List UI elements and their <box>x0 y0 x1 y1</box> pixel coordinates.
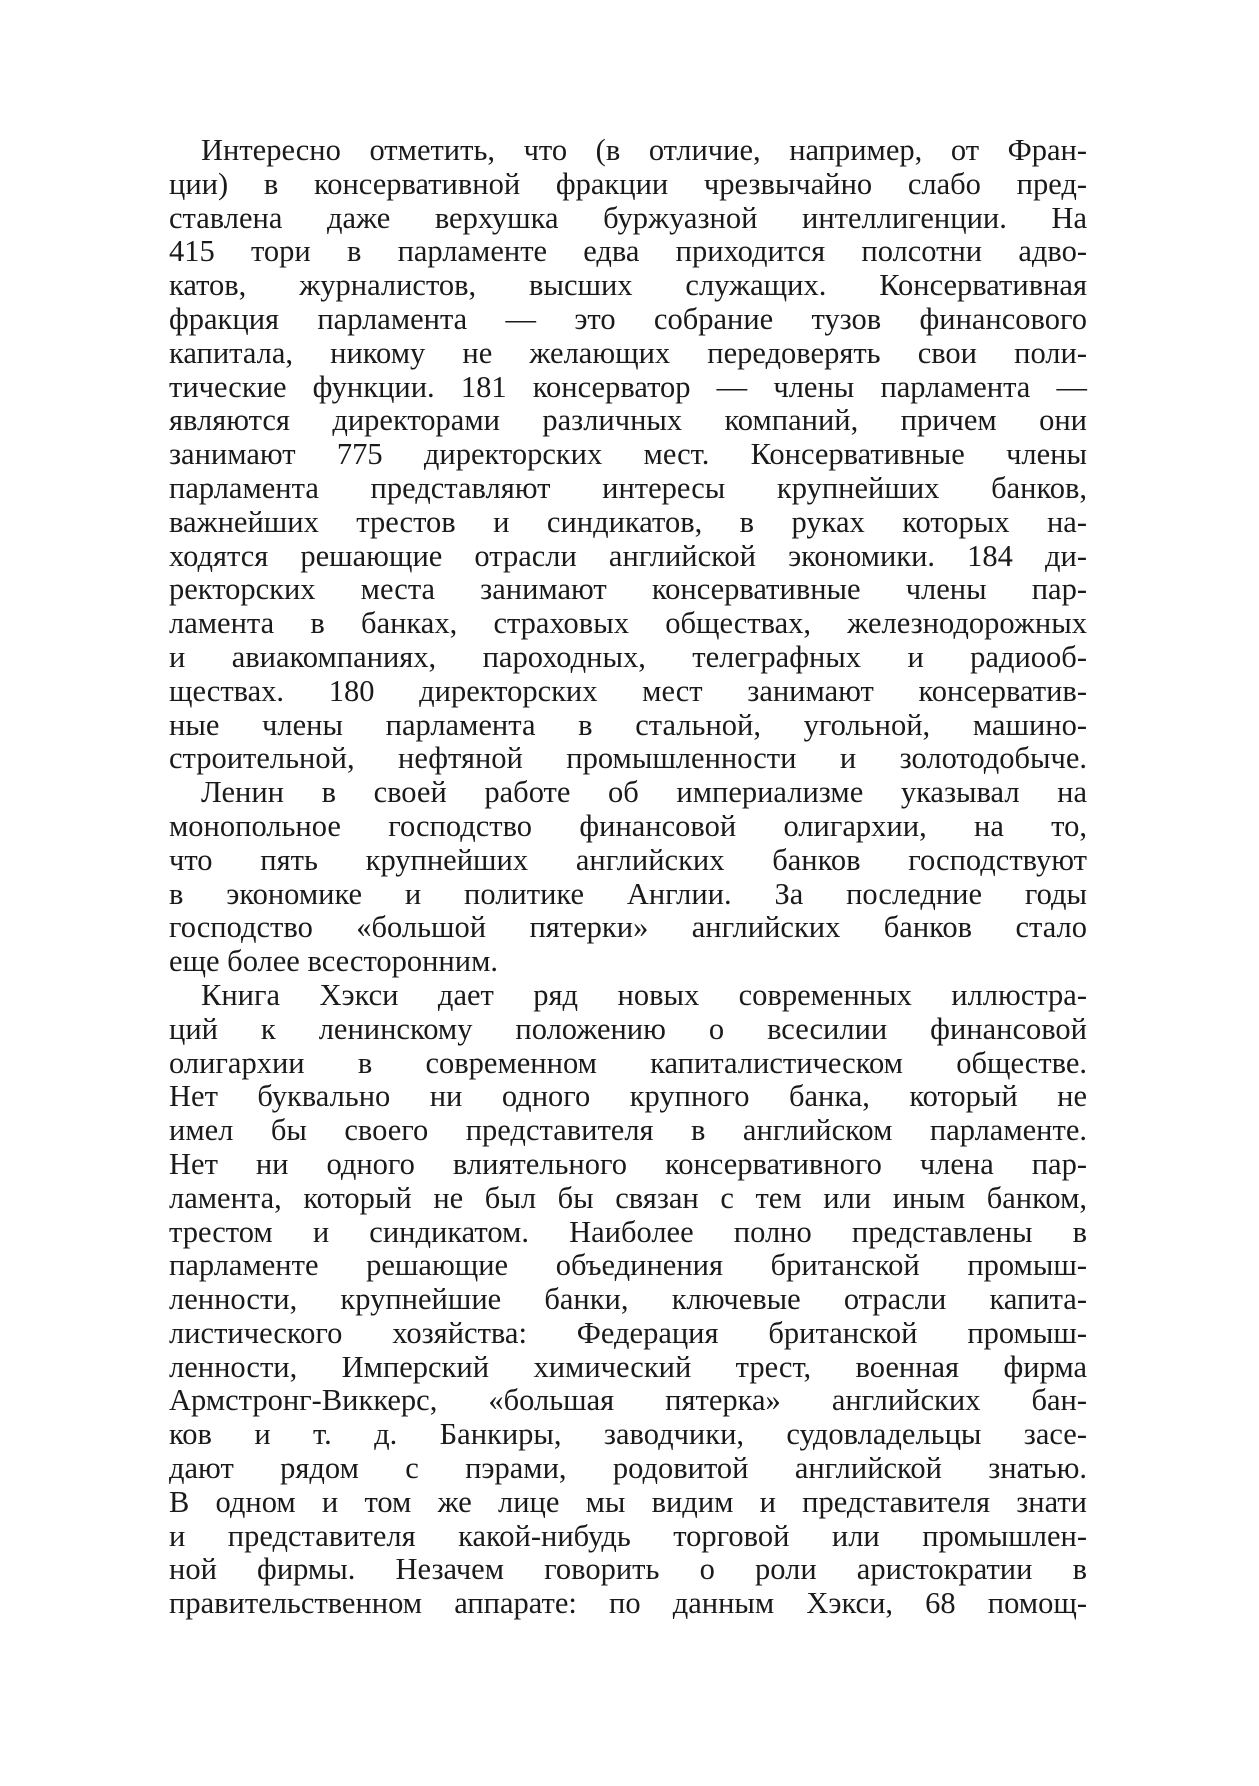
text-line: ставлена даже верхушка буржуазной интеллигенции. На <box>169 200 1087 235</box>
text-line: занимают 775 директорских мест. Консервативные члены <box>169 437 1087 472</box>
text-line: тические функции. 181 консерватор — члены парламента — <box>169 369 1087 404</box>
text-line: еще более всесторонним. <box>169 944 499 979</box>
text-line: ленности, крупнейшие банки, ключевые отрасли капита- <box>169 1282 1087 1317</box>
text-line: ленности, Имперский химический трест, военная фирма <box>169 1349 1087 1384</box>
text-line: ходятся решающие отрасли английской экономики. 184 ди- <box>169 538 1087 573</box>
text-line: ций к ленинскому положению о всесилии финансовой <box>169 1011 1087 1046</box>
text-line: и авиакомпаниях, пароходных, телеграфных и радиооб- <box>169 639 1087 674</box>
text-line: ламента в банках, страховых обществах, железнодорожных <box>169 606 1087 641</box>
body-text <box>169 134 1087 1621</box>
text-line: правительственном аппарате: по данным Хэкси, 68 помощ- <box>169 1586 1087 1621</box>
text-line: Книга Хэкси дает ряд новых современных иллюстра- <box>201 977 1087 1012</box>
text-line: что пять крупнейших английских банков господствуют <box>169 842 1087 877</box>
text-line: строительной, нефтяной промышленности и золотодобыче. <box>169 741 1087 776</box>
text-line: Армстронг-Виккерс, «большая пятерка» английских бан- <box>169 1383 1087 1418</box>
text-line: Нет буквально ни одного крупного банка, который не <box>169 1079 1087 1114</box>
text-line: катов, журналистов, высших служащих. Консервативная <box>169 268 1087 303</box>
text-line: важнейших трестов и синдикатов, в руках которых на- <box>169 504 1087 539</box>
text-line: Интересно отметить, что (в отличие, например, от Фран- <box>201 133 1087 167</box>
text-line: 415 тори в парламенте едва приходится полсотни адво- <box>169 234 1087 269</box>
text-line: ществах. 180 директорских мест занимают консерватив- <box>169 673 1087 708</box>
text-line: В одном и том же лице мы видим и представителя знати <box>169 1484 1087 1519</box>
text-line: парламента представляют интересы крупнейших банков, <box>169 470 1087 505</box>
text-line: монопольное господство финансовой олигархии, на то, <box>169 808 1087 843</box>
text-line: и представителя какой-нибудь торговой или промышлен- <box>169 1518 1087 1553</box>
text-line: господство «большой пятерки» английских банков стало <box>169 910 1087 945</box>
text-line: Ленин в своей работе об империализме указывал на <box>201 775 1087 810</box>
text-line: дают рядом с пэрами, родовитой английской знатью. <box>169 1451 1087 1486</box>
text-line: в экономике и политике Англии. За последние годы <box>169 876 1087 911</box>
text-line: капитала, никому не желающих передоверять свои поли- <box>169 335 1087 370</box>
text-line: листического хозяйства: Федерация британской промыш- <box>169 1315 1087 1350</box>
text-line: являются директорами различных компаний, причем они <box>169 403 1087 438</box>
text-line: ков и т. д. Банкиры, заводчики, судовладельцы засе- <box>169 1417 1087 1452</box>
text-line: фракция парламента — это собрание тузов финансового <box>169 301 1087 336</box>
text-line: парламенте решающие объединения британской промыш- <box>169 1248 1087 1283</box>
text-line: ламента, который не был бы связан с тем или иным банком, <box>169 1180 1087 1215</box>
text-line: имел бы своего представителя в английском парламенте. <box>169 1113 1087 1148</box>
text-line: трестом и синдикатом. Наиболее полно представлены в <box>169 1214 1087 1249</box>
text-line: ной фирмы. Незачем говорить о роли аристократии в <box>169 1552 1087 1587</box>
text-line: Нет ни одного влиятельного консервативного члена пар- <box>169 1146 1087 1181</box>
text-line: ректорских места занимают консервативные члены пар- <box>169 572 1087 607</box>
text-line: ные члены парламента в стальной, угольной, машино- <box>169 707 1087 742</box>
text-line: олигархии в современном капиталистическом обществе. <box>169 1045 1087 1080</box>
text-line: ции) в консервативной фракции чрезвычайно слабо пред- <box>169 166 1087 201</box>
